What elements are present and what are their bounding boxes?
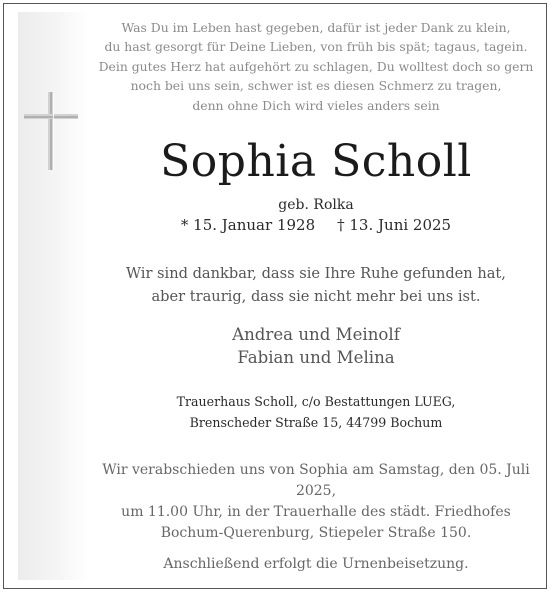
burial-note: Anschließend erfolgt die Urnenbeisetzung.	[163, 556, 469, 573]
ceremony-line: Wir verabschieden uns von Sophia am Samstag, den 05. Juli 2025,	[102, 462, 530, 500]
mourner-line: Andrea und Meinolf	[232, 325, 400, 345]
poem-line: Dein gutes Herz hat aufgehört zu schlagen, Du wolltest doch so gern	[98, 58, 534, 74]
poem-line: du hast gesorgt für Deine Lieben, von früh bis spät; tagaus, tagein.	[104, 39, 528, 55]
obituary-notice	[3, 3, 547, 589]
poem-line: denn ohne Dich wird vieles anders sein	[192, 97, 440, 113]
death-date: † 13. Juni 2025	[337, 216, 452, 235]
address-line: Brenscheder Straße 15, 44799 Bochum	[189, 415, 443, 431]
life-dates	[94, 215, 538, 235]
birth-name: geb. Rolka	[278, 197, 354, 214]
poem-line: noch bei uns sein, schwer ist es diesen Schmerz zu tragen,	[130, 78, 502, 94]
mourner-line: Fabian und Melina	[237, 348, 395, 368]
ceremony-line: um 11.00 Uhr, in der Trauerhalle des städt. Friedhofes	[121, 504, 511, 521]
cross-icon	[22, 90, 80, 172]
gratitude-line: Wir sind dankbar, dass sie Ihre Ruhe gefunden hat,	[126, 265, 506, 283]
poem-line: Was Du im Leben hast gegeben, dafür ist jeder Dank zu klein,	[121, 20, 511, 35]
gratitude-text	[94, 262, 538, 308]
deceased-name: Sophia Scholl	[160, 136, 472, 188]
ceremony-info	[94, 460, 538, 544]
gratitude-line: aber traurig, dass sie nicht mehr bei uns ist.	[151, 288, 481, 306]
poem	[94, 18, 538, 115]
address-line: Trauerhaus Scholl, c/o Bestattungen LUEG,	[176, 394, 456, 410]
ceremony-line: Bochum-Querenburg, Stiepeler Straße 150.	[160, 525, 472, 542]
mourners	[94, 323, 538, 369]
birth-date: * 15. Januar 1928	[180, 216, 316, 235]
contact-address	[94, 391, 538, 433]
notice-content	[94, 4, 538, 588]
